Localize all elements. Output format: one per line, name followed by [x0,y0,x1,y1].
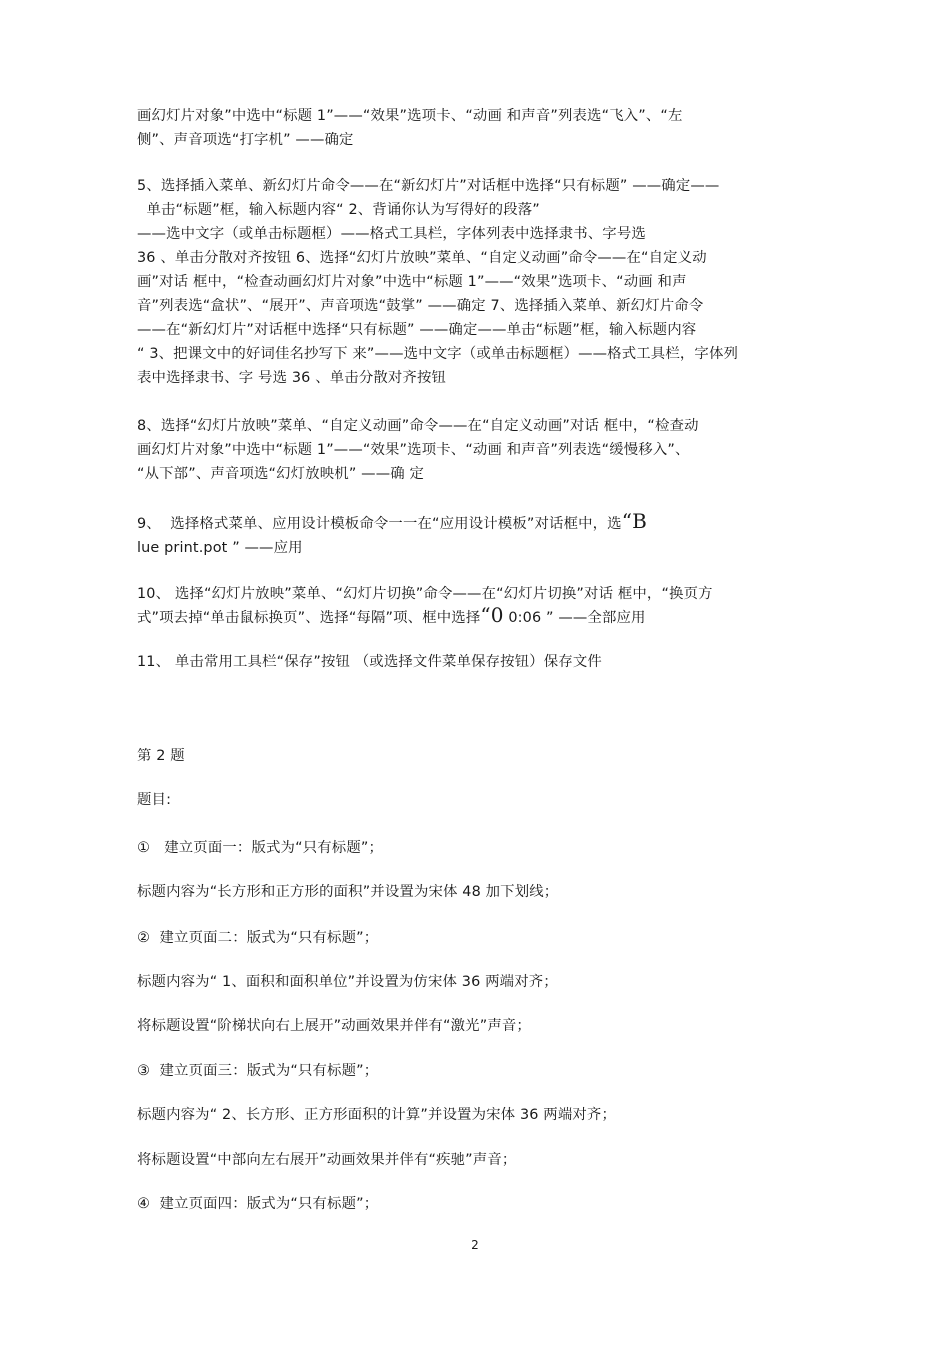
text-line: 10、 选择“幻灯片放映”菜单、“幻灯片切换”命令——在“幻灯片切换”对话 框中，“换页方 [137,586,713,602]
text-line: 单击“标题”框，输入标题内容“ 2、背诵你认为写得好的段落” [137,202,540,218]
list-item-text: 标题内容为“ 2、长方形、正方形面积的计算”并设置为宋体 36 两端对齐； [137,1107,616,1123]
text-line: ——选中文字（或单击标题框）——格式工具栏，字体列表中选择隶书、字号选 [137,226,646,242]
list-item [137,926,827,950]
step-10-text: 式”项去掉“单击鼠标换页”、选择“每隔”项、框中选择 [137,610,481,626]
text-line: 画”对话 框中，“检查动画幻灯片对象”中选中“标题 1”——“效果”选项卡、“动画 和声 [137,274,687,290]
list-item-text: 标题内容为“长方形和正方形的面积”并设置为宋体 48 加下划线； [137,884,559,900]
list-item-text: 标题内容为“ 1、面积和面积单位”并设置为仿宋体 36 两端对齐； [137,974,558,990]
subheading-text: 题目: [137,792,172,808]
text-line [137,603,827,630]
paragraph-step-5 [137,174,827,390]
text-line: 8、选择“幻灯片放映”菜单、“自定义动画”命令——在“自定义动画”对话 框中，“检查动 [137,418,699,434]
list-item-text: 将标题设置“中部向左右展开”动画效果并伴有“疾驰”声音； [137,1152,517,1168]
paragraph-intro [137,104,827,152]
list-item [137,836,827,860]
heading-text: 第 2 题 [137,748,185,764]
step-10-text-end: 0:06 ” ——全部应用 [503,610,646,626]
text-line [137,509,827,536]
list-item-text: ② 建立页面二：版式为“只有标题”； [137,930,379,946]
list-item-text: ① 建立页面一：版式为“只有标题”； [137,840,384,856]
page-number: 2 [471,1238,479,1252]
text-line: 11、 单击常用工具栏“保存”按钮 （或选择文件菜单保存按钮）保存文件 [137,654,602,670]
text-line: 5、选择插入菜单、新幻灯片命令——在“新幻灯片”对话框中选择“只有标题” ——确定—— [137,178,720,194]
list-item [137,1103,827,1127]
text-line: ——在“新幻灯片”对话框中选择“只有标题” ——确定——单击“标题”框，输入标题内容 [137,322,697,338]
list-item-text: ④ 建立页面四：版式为“只有标题”； [137,1196,379,1212]
list-item [137,1014,827,1038]
list-item-text: ③ 建立页面三：版式为“只有标题”； [137,1063,379,1079]
paragraph-step-10 [137,582,827,630]
step-9-text: 9、 选择格式菜单、应用设计模板命令一一在“应用设计模板”对话框中，选 [137,516,622,532]
text-line: 36 、单击分散对齐按钮 6、选择“幻灯片放映”菜单、“自定义动画”命令——在“自定义动 [137,250,707,266]
paragraph-step-9 [137,509,827,560]
text-line: 音”列表选“盒状”、“展开”、声音项选“鼓掌” ——确定 7、选择插入菜单、新幻灯片命令 [137,298,704,314]
text-line: “ 3、把课文中的好词佳名抄写下 来”——选中文字（或单击标题框）——格式工具栏，字体列 [137,346,739,362]
text-line: lue print.pot ” ——应用 [137,540,303,556]
list-item [137,880,827,904]
paragraph-step-11 [137,650,827,674]
list-item [137,1192,827,1216]
paragraph-step-8 [137,414,827,486]
text-line: 画幻灯片对象”中选中“标题 1”——“效果”选项卡、“动画 和声音”列表选“缓慢移入”、 [137,442,690,458]
step-9-serif-glyph: “B [621,509,647,533]
text-line: “从下部”、声音项选“幻灯放映机” ——确 定 [137,466,425,482]
text-line: 画幻灯片对象”中选中“标题 1”——“效果”选项卡、“动画 和声音”列表选“飞入”、“左 [137,108,683,124]
list-item [137,970,827,994]
list-item [137,1059,827,1083]
list-item-text: 将标题设置“阶梯状向右上展开”动画效果并伴有“激光”声音； [137,1018,531,1034]
section-subheading [137,788,827,812]
section-heading [137,744,827,768]
list-item [137,1148,827,1172]
text-line: 表中选择隶书、字 号选 36 、单击分散对齐按钮 [137,370,447,386]
step-10-serif-glyph: “0 [480,603,504,627]
text-line: 侧”、声音项选“打字机” ——确定 [137,132,354,148]
